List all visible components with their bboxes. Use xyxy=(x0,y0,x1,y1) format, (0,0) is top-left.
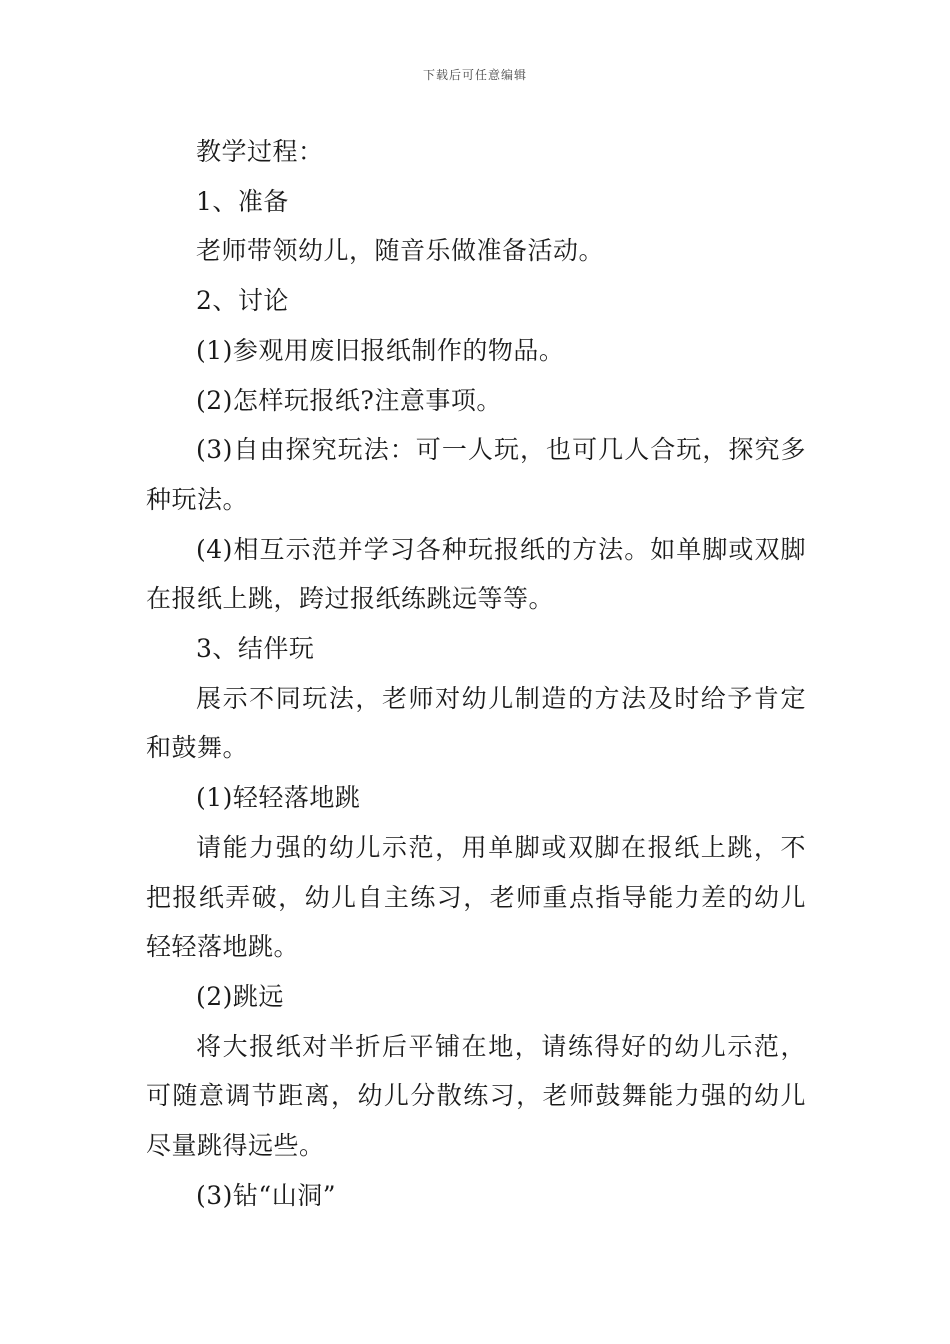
step-heading-discuss: 2、讨论 xyxy=(196,286,289,316)
list-item: (1)轻轻落地跳 xyxy=(196,783,361,813)
page-header-note: 下载后可任意编辑 xyxy=(422,68,527,82)
list-item: (2)怎样玩报纸?注意事项。 xyxy=(196,385,502,415)
paragraph: 将大报纸对半折后平铺在地，请练得好的幼儿示范，可随意调节距离，幼儿分散练习，老师鼓舞能力强的幼儿尽量跳得远些。 xyxy=(146,1031,806,1161)
document-body xyxy=(146,127,806,1220)
list-item: (3)钻“山洞” xyxy=(196,1180,336,1210)
list-item: (4)相互示范并学习各种玩报纸的方法。如单脚或双脚在报纸上跳，跨过报纸练跳远等等。 xyxy=(146,534,806,614)
section-title-teaching-process: 教学过程： xyxy=(196,137,324,166)
step-heading-partner-play: 3、结伴玩 xyxy=(196,634,315,664)
paragraph: 老师带领幼儿，随音乐做准备活动。 xyxy=(196,236,605,266)
list-item: (2)跳远 xyxy=(196,981,284,1011)
step-heading-prepare: 1、准备 xyxy=(196,186,289,216)
list-item: (1)参观用废旧报纸制作的物品。 xyxy=(196,335,565,365)
paragraph: 请能力强的幼儿示范，用单脚或双脚在报纸上跳，不把报纸弄破，幼儿自主练习，老师重点指导能力差的幼儿轻轻落地跳。 xyxy=(146,832,806,962)
paragraph: 展示不同玩法，老师对幼儿制造的方法及时给予肯定和鼓舞。 xyxy=(146,683,806,763)
list-item: (3)自由探究玩法：可一人玩，也可几人合玩，探究多种玩法。 xyxy=(146,435,806,514)
